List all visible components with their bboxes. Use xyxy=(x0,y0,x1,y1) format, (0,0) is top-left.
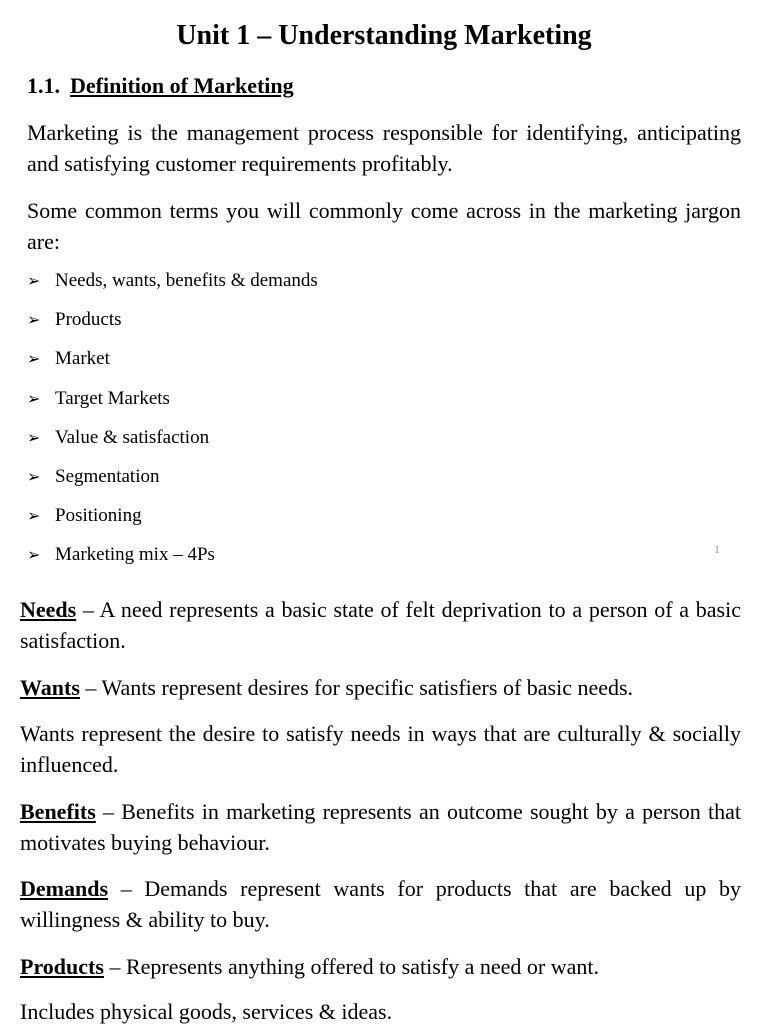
wants-text: – Wants represent desires for specific satisfiers of basic needs. xyxy=(79,675,634,700)
arrowhead-bullet-icon: ➢ xyxy=(27,545,41,565)
arrowhead-bullet-icon: ➢ xyxy=(27,506,41,526)
section-heading xyxy=(27,72,294,100)
products-definition xyxy=(20,951,741,982)
products-extra-paragraph: Includes physical goods, services & ideas. xyxy=(20,999,393,1024)
arrowhead-bullet-icon: ➢ xyxy=(27,271,41,290)
demands-definition xyxy=(20,873,741,935)
products-text: – Represents anything offered to satisfy a need or want. xyxy=(103,954,600,979)
term-demands: Demands xyxy=(20,876,109,901)
benefits-definition xyxy=(20,796,741,858)
list-item-label: Marketing mix – 4Ps xyxy=(55,544,215,566)
arrowhead-bullet-icon: ➢ xyxy=(27,427,41,447)
benefits-text: – Benefits in marketing represents an outcome sought by a person that motivates buying behaviour. xyxy=(20,799,741,855)
arrowhead-bullet-icon: ➢ xyxy=(27,310,41,330)
needs-text: – A need represents a basic state of felt deprivation to a person of a basic satisfaction. xyxy=(20,597,741,653)
list-item-label: Positioning xyxy=(55,505,142,527)
list-item-label: Needs, wants, benefits & demands xyxy=(55,270,318,291)
term-products: Products xyxy=(20,954,104,979)
list-item-label: Products xyxy=(55,309,122,331)
demands-text: – Demands represent wants for products that are backed up by willingness & ability to buy. xyxy=(20,876,741,932)
term-needs: Needs xyxy=(20,597,77,622)
lead-in-paragraph: Some common terms you will commonly come across in the marketing jargon are: xyxy=(27,198,741,254)
section-heading-text: Definition of Marketing xyxy=(70,73,294,98)
page-number: 1 xyxy=(714,542,720,556)
list-item xyxy=(27,421,527,460)
list-item-label: Segmentation xyxy=(55,465,160,487)
arrowhead-bullet-icon: ➢ xyxy=(27,466,41,486)
list-item xyxy=(27,264,527,303)
arrowhead-bullet-icon: ➢ xyxy=(27,349,41,369)
arrowhead-bullet-icon: ➢ xyxy=(27,388,41,408)
wants-definition xyxy=(20,672,741,703)
term-wants: Wants xyxy=(20,675,80,700)
list-item xyxy=(27,538,527,577)
list-item-label: Target Markets xyxy=(55,387,170,409)
page-title: Unit 1 – Understanding Marketing xyxy=(176,20,592,51)
list-item xyxy=(27,382,527,421)
definition-paragraph: Marketing is the management process responsible for identifying, anticipating and satisfying customer requirements profitably. xyxy=(27,120,741,176)
needs-definition xyxy=(20,594,741,656)
list-item xyxy=(27,342,527,381)
list-item xyxy=(27,303,527,342)
list-item-label: Value & satisfaction xyxy=(55,426,210,448)
list-item xyxy=(27,460,527,499)
list-item xyxy=(27,499,527,538)
term-benefits: Benefits xyxy=(20,799,96,824)
wants-extra-paragraph: Wants represent the desire to satisfy needs in ways that are culturally & socially influenced. xyxy=(20,721,741,777)
section-number: 1.1. xyxy=(27,73,60,98)
list-item-label: Market xyxy=(55,348,110,370)
terms-list xyxy=(27,264,527,578)
